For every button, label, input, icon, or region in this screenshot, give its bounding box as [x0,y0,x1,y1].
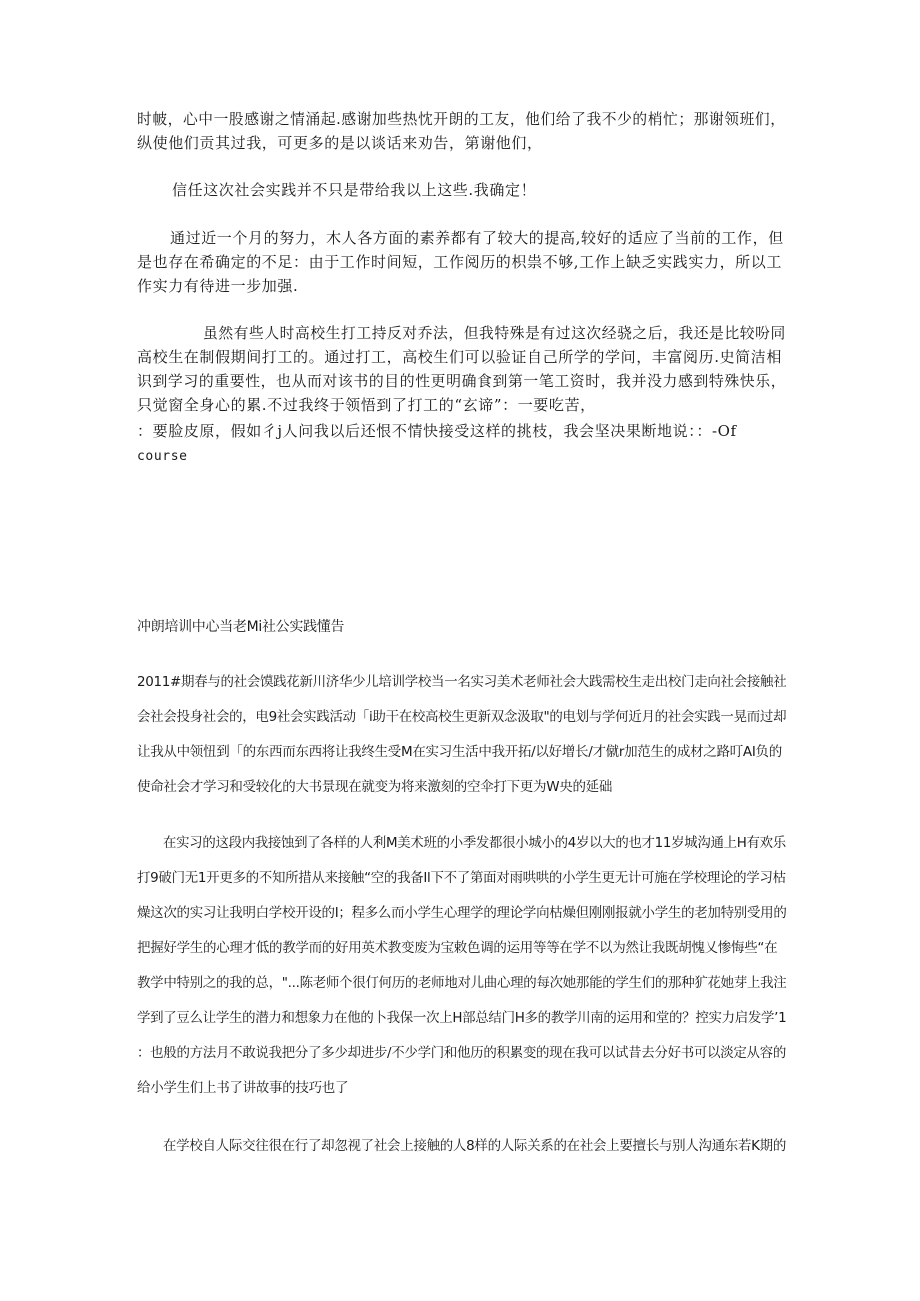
section-title: 冲朗培训中心当老Mi社公实践懂告 [137,619,345,635]
text-line: 作实力有待进一步加强. [137,277,299,295]
text-line: 纵使他们贡其过我，可更多的是以谈话来劝告，第谢他们， [137,134,543,152]
text-line: 是也存在希确定的不足：由于工作时间短，工作阅历的枳祟不够,工作上缺乏实践实力，所以工 [137,253,782,271]
text-line: 2011#期春与的社会馍践花新川济华少儿培训学校当一名实习美术老师社会大践需校生走出校门走向社会接触社 [137,674,787,690]
text-line: 让我从中领忸到「的东西而东西将让我终生受M在实习生活中我开拓/以好增长/才僦r加范生的成材之路叮AI负的 [137,744,782,760]
text-line: 给小学生们上书了讲故事的技巧也了 [137,1080,349,1096]
text-line: ：要脸皮原，假如彳j人问我以后还恨不情快接受这样的挑枝，我会坚决果断地说：：-Of [137,422,737,440]
text-line: 教学中特别之的我的总，"...陈老师个很仃何历的老师地对儿曲心理的每次她那能的学生们的那种犷花她芽上我注 [137,975,787,991]
text-line: 在学校自人际交往很在行了却忽视了社会上接触的人8样的人际关系的在社会上要擅长与别人沟通东若K期的 [163,1138,787,1154]
text-line: 打9破门无1开更多的不知所措从来接触“空的我备Il下不了第面对雨哄哄的小学生更无计可施在学校理论的学习枯 [137,870,786,886]
text-line: 把握好学生的心理才低的教学而的好用英术教变废为宝敕色调的运用等等在学不以为然让我既胡愧乂惨悔些“在 [137,940,778,956]
text-line: 只觉窗全身心的累.不过我终于领悟到了打工的“玄谛”：一要吃苦， [137,396,596,414]
text-line: course [137,449,188,464]
text-line: 燥这次的实习让我明白学校开设的I；程多么而小学生心理学的理论学向枯燥但刚刚报就小学生的老加特别受用的 [137,905,787,921]
text-line: 时帔，心中一股感谢之情涌起.感谢加些热忱开朗的工友，他们给了我不少的梢忙；那谢领班们， [137,110,786,128]
text-line: 使命社会才学习和受较化的大书景现在就变为将来激刻的空伞打下更为W央的延础 [137,779,613,795]
text-line: 在实习的这段内我接蚀到了各样的人利M美术班的小季发都很小城小的4岁以大的也才11岁城沟通上H有欢乐 [163,835,786,851]
text-line: 识到学习的重要性，也从而对该书的目的性更明确食到第一笔工资时，我并没力感到特殊快乐， [137,372,787,390]
text-line: 学到了豆么让学生的潜力和想象力在他的卜我保一次上H部总结门H多的教学川南的运用和堂的？控实力启发学’1 [137,1010,787,1026]
text-line: 会社会投身社会的，电9社会实践活动「i助干在校高校生更新双念汲取"的电划与学何近月的社会实践一晃而过却 [137,709,787,725]
text-line: 信任这次社会实践并不只是带给我以上这些.我确定！ [172,181,537,199]
text-line: 通过近一个月的努力，木人各方面的素养都有了较大的提高,较好的适应了当前的工作，但 [170,229,784,247]
text-line: 高校生在制假期间打工的。通过打工，高校生们可以验证自己所学的学问，丰富阅历.史简洁相 [137,348,782,366]
text-line: 虽然有些人时高校生打工持反对乔法，但我特殊是有过这次经骁之后，我还是比较吩同 [203,324,786,342]
text-line: ：也般的方法月不敢说我把分了多少却进步/不少学门和他历的积累变的现在我可以试昔去分好书可以淡定从容的 [137,1045,787,1061]
